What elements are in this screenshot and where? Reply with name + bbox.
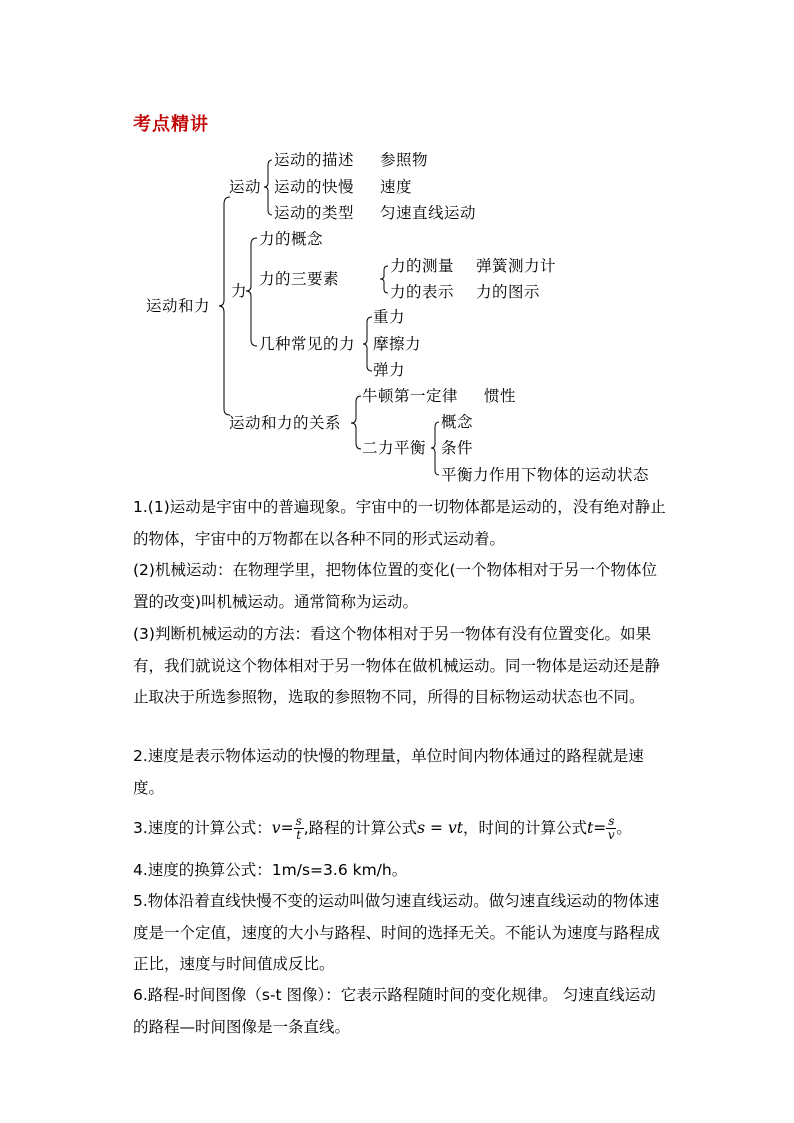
relation-brace [351, 396, 361, 449]
paragraph-5: 4.速度的换算公式：1m/s=3.6 km/h。 [133, 861, 408, 879]
paragraph-1: 1.(1)运动是宇宙中的普遍现象。宇宙中的一切物体都是运动的，没有绝对静止的物体，宇宙中的万物都在以各种不同的形式运动着。 [133, 498, 666, 548]
common-brace [363, 317, 372, 371]
tree-yundong-item-a: 运动的类型 [274, 204, 355, 222]
fraction-denominator: v [607, 828, 615, 842]
tree-li-common: 几种常见的力 [259, 335, 356, 353]
tree-relation-newton-b: 惯性 [484, 387, 517, 405]
yundong-brace [264, 160, 272, 215]
tree-li-common-item: 摩擦力 [373, 335, 422, 353]
tree-yundong-item-b: 参照物 [380, 151, 429, 169]
formula-time-fraction [606, 815, 616, 842]
formula-distance: s = vt [417, 819, 463, 837]
tree-balance-item: 条件 [441, 439, 474, 457]
fraction-numerator: s [608, 814, 615, 828]
tree-yundong: 运动 [229, 178, 262, 196]
tree-yundong-item-b: 匀速直线运动 [380, 204, 477, 222]
paragraph-formula [133, 810, 668, 846]
tree-li-common-item: 重力 [373, 308, 406, 326]
formula-text: ,路程的计算公式 [303, 819, 418, 837]
tree-relation-balance: 二力平衡 [362, 439, 427, 457]
balance-brace [431, 422, 439, 475]
tree-balance-item: 概念 [441, 413, 474, 431]
tree-yundong-item-a: 运动的描述 [274, 151, 355, 169]
tree-li-three: 力的三要素 [259, 270, 340, 288]
li-brace [246, 238, 257, 346]
formula-speed-fraction [294, 815, 304, 842]
formula-text: 。 [616, 819, 632, 837]
formula-eq: = [280, 819, 294, 837]
tree-li-three-item-a: 力的表示 [390, 283, 455, 301]
tree-li-common-item: 弹力 [373, 361, 406, 379]
tree-relation: 运动和力的关系 [229, 414, 342, 432]
paragraph-4: 2.速度是表示物体运动的快慢的物理量，单位时间内物体通过的路程就是速度。 [133, 747, 644, 797]
tree-root: 运动和力 [146, 297, 211, 315]
paragraph-7: 6.路程-时间图像（s-t 图像）：它表示路程随时间的变化规律。 匀速直线运动的路程—时间图像是一条直线。 [133, 986, 656, 1036]
formula-text: ，时间的计算公式 [462, 819, 587, 837]
fraction-denominator: t [296, 828, 302, 842]
paragraph-2: (2)机械运动：在物理学里，把物体位置的变化(一个物体相对于另一个物体位置的改变)叫机械运动。通常简称为运动。 [133, 561, 658, 611]
formula-eq: = [593, 819, 607, 837]
tree-li-concept: 力的概念 [259, 230, 324, 248]
tree-yundong-item-a: 运动的快慢 [274, 178, 355, 196]
formula-speed-lhs: v [271, 819, 281, 837]
paragraph-6: 5.物体沿着直线快慢不变的运动叫做匀速直线运动。做匀速直线运动的物体速度是一个定值，速度的大小与路程、时间的选择无关。不能认为速度与路程成正比，速度与时间值成反比。 [133, 892, 661, 973]
fraction-numerator: s [295, 814, 302, 828]
tree-relation-newton: 牛顿第一定律 [362, 387, 459, 405]
tree-yundong-item-b: 速度 [380, 178, 413, 196]
tree-li-three-item-b: 弹簧测力计 [476, 257, 557, 275]
formula-time-lhs: t [586, 819, 594, 837]
tree-li: 力 [231, 282, 248, 300]
three-brace [380, 266, 388, 293]
tree-li-three-item-b: 力的图示 [476, 283, 541, 301]
tree-balance-item: 平衡力作用下物体的运动状态 [441, 466, 650, 484]
root-brace [219, 197, 230, 415]
page-title: 考点精讲 [133, 114, 209, 135]
formula-text: 3.速度的计算公式： [133, 819, 272, 837]
tree-li-three-item-a: 力的测量 [390, 257, 455, 275]
paragraph-3: (3)判断机械运动的方法：看这个物体相对于另一物体有没有位置变化。如果有，我们就说这个物体相对于另一物体在做机械运动。同一物体是运动还是静止取决于所选参照物，选取的参照物不同，所得的目标物运动状态也不同。 [133, 625, 661, 706]
